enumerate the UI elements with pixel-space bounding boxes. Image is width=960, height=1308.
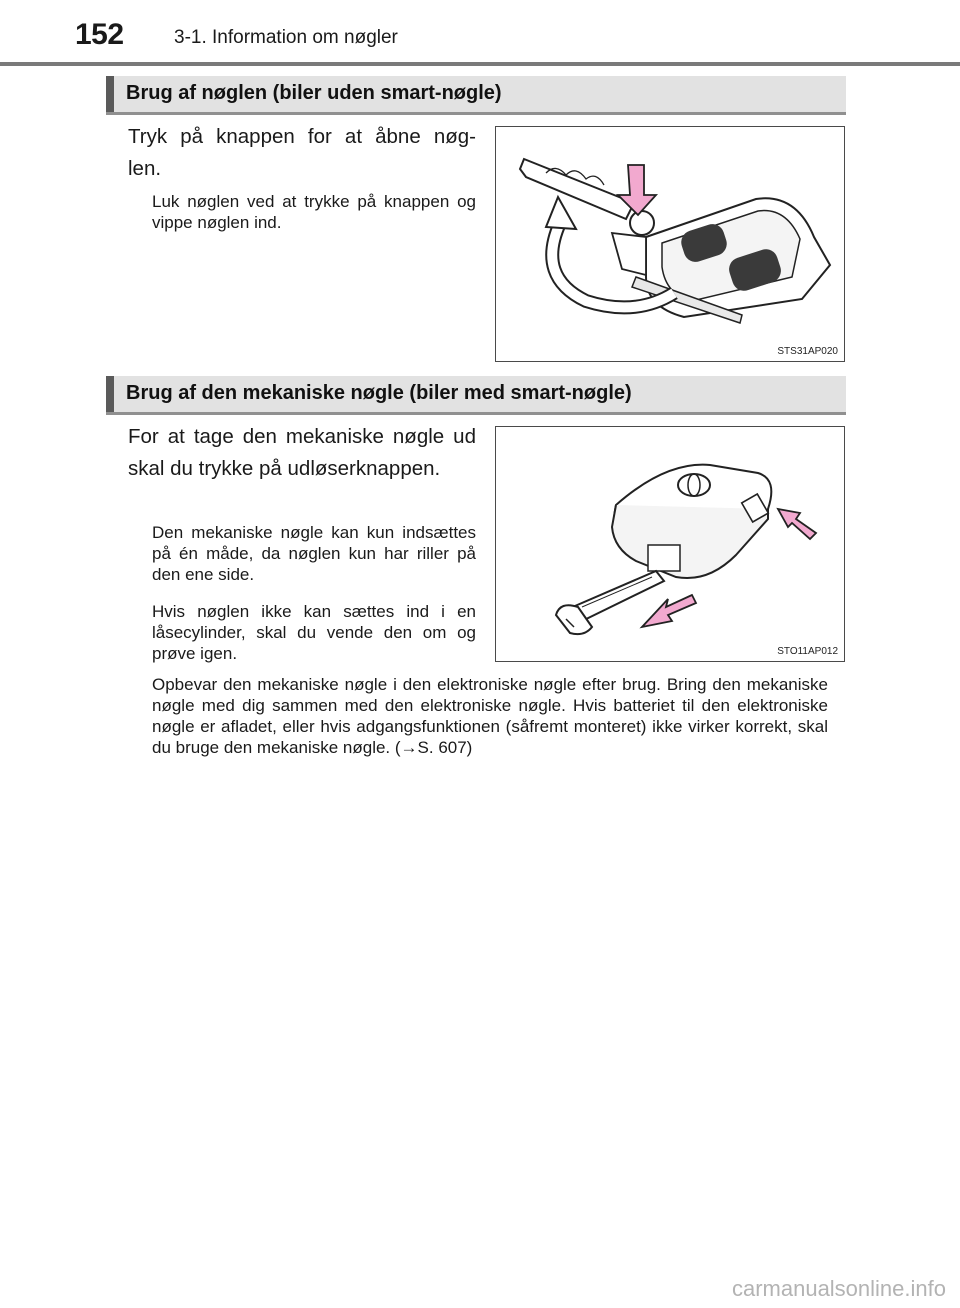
page-number: 152: [75, 18, 124, 51]
flip-key-illustration: [496, 127, 844, 361]
watermark: carmanualsonline.info: [731, 1276, 946, 1301]
figure-code: STO11AP012: [777, 646, 838, 657]
figure-flip-key: [495, 126, 845, 362]
section-title: Brug af den mekaniske nøgle (biler med smart-nøgle): [126, 382, 632, 404]
smart-key-illustration: [496, 427, 844, 661]
section-heading-flip-key: [106, 76, 846, 115]
section-accent: [106, 76, 114, 112]
instruction-open-key: [128, 121, 476, 185]
figure-code: STS31AP020: [777, 346, 838, 357]
note-key-orientation: Den mekaniske nøgle kan kun indsættes på én måde, da nøglen kun har riller på den ene side.: [152, 523, 476, 584]
note-close-key: Luk nøglen ved at trykke på knappen og vippe nøglen ind.: [152, 192, 476, 232]
instruction-remove-mechanical-key: For at tage den mekaniske nøgle ud skal du trykke på udløserknappen.: [128, 425, 476, 480]
header-divider: [0, 62, 960, 66]
note-store-mechanical-key: Opbevar den mekaniske nøgle i den elektroniske nøgle efter brug. Bring den mekaniske nøgle med dig sammen med den elektroniske nøgle. Hvis batteriet til den elektroniske nøgle er afladet, eller hvis adgangsfunktionen (såfremt monteret) ikke virker korrekt, skal du bruge den mekaniske nøgle. (→S. 607): [152, 675, 828, 757]
figure-mechanical-key: [495, 426, 845, 662]
section-heading-mechanical-key: [106, 376, 846, 415]
section-title: Brug af nøglen (biler uden smart-nøgle): [126, 82, 502, 104]
section-accent: [106, 376, 114, 412]
instruction-line: Tryk på knappen for at åbne nøg-: [128, 125, 476, 148]
instruction-line: len.: [128, 157, 162, 180]
note-lock-cylinder: Hvis nøglen ikke kan sættes ind i en låsecylinder, skal du vende den om og prøve igen.: [152, 602, 476, 663]
chapter-title: 3-1. Information om nøgler: [174, 27, 398, 48]
